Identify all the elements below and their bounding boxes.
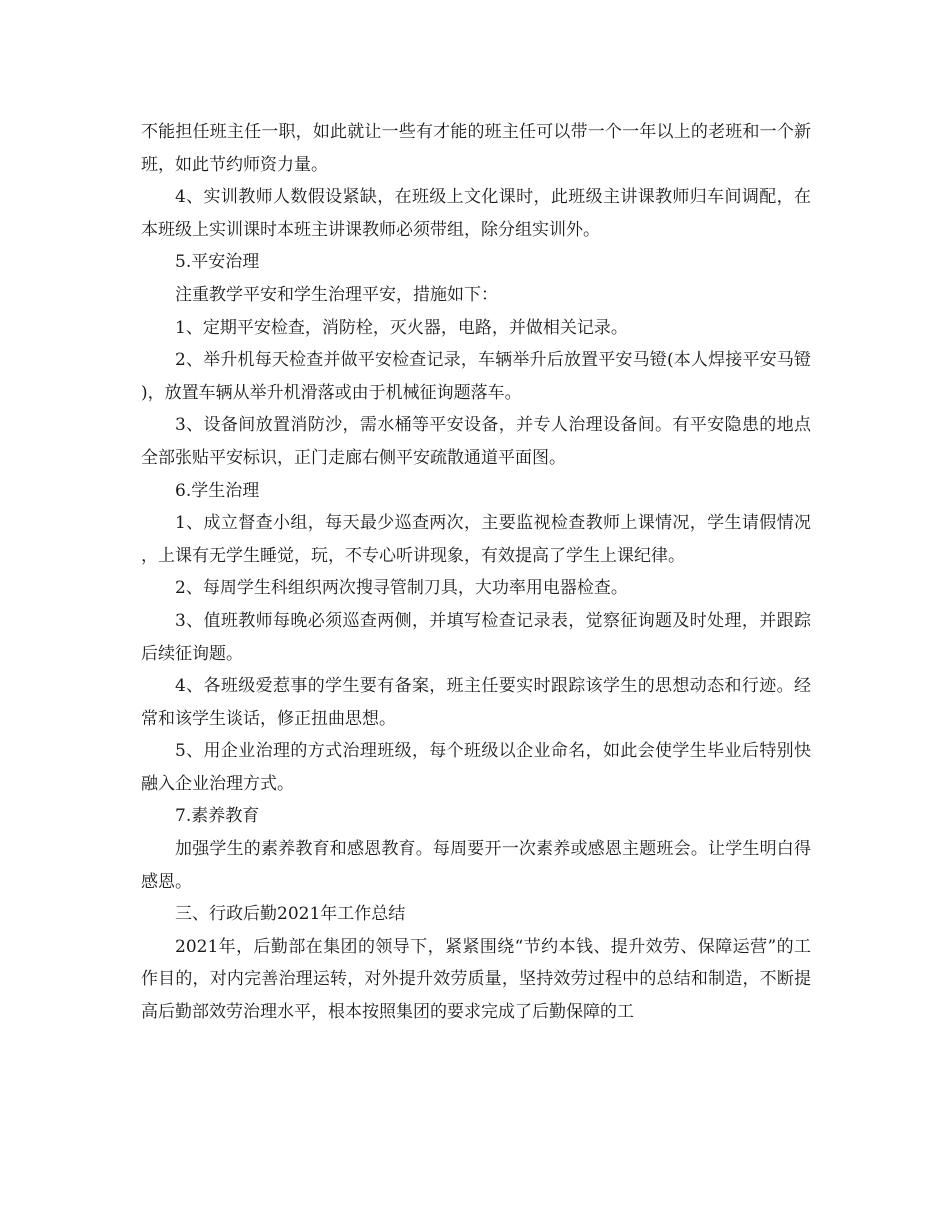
paragraph: 4、实训教师人数假设紧缺，在班级上文化课时，此班级主讲课教师归车间调配，在本班级上实训课时本班主讲课教师必须带组，除分组实训外。	[141, 187, 811, 240]
paragraph: 3、设备间放置消防沙，需水桶等平安设备，并专人治理设备间。有平安隐患的地点全部张贴平安标识，正门走廊右侧平安疏散通道平面图。	[141, 415, 811, 468]
paragraph: 2、举升机每天检查并做平安检查记录，车辆举升后放置平安马镫(本人焊接平安马镫)，放置车辆从举升机滑落或由于机械征询题落车。	[141, 350, 811, 403]
paragraph: 注重教学平安和学生治理平安，措施如下：	[175, 284, 498, 305]
paragraph: 5、用企业治理的方式治理班级，每个班级以企业命名，如此会使学生毕业后特别快融入企业治理方式。	[141, 741, 811, 794]
paragraph: 6.学生治理	[175, 480, 260, 501]
paragraph: 2021年，后勤部在集团的领导下，紧紧围绕“节约本钱、提升效劳、保障运营”的工作目的，对内完善治理运转，对外提升效劳质量，坚持效劳过程中的总结和制造，不断提高后勤部效劳治理水平，根本按照集团的要求完成了后勤保障的工	[141, 936, 811, 1023]
paragraph: 1、定期平安检查，消防栓，灭火器，电路，并做相关记录。	[175, 317, 628, 338]
paragraph: 2、每周学生科组织两次搜寻管制刀具，大功率用电器检查。	[175, 578, 628, 599]
paragraph: 1、成立督查小组，每天最少巡查两次，主要监视检查教师上课情况，学生请假情况，上课有无学生睡觉，玩，不专心听讲现象，有效提高了学生上课纪律。	[141, 513, 811, 566]
paragraph: 3、值班教师每晚必须巡查两侧，并填写检查记录表，觉察征询题及时处理，并跟踪后续征询题。	[141, 610, 811, 664]
paragraph: 4、各班级爱惹事的学生要有备案，班主任要实时跟踪该学生的思想动态和行迹。经常和该学生谈话，修正扭曲思想。	[141, 676, 811, 729]
paragraph: 7.素养教育	[175, 806, 260, 827]
paragraph: 不能担任班主任一职，如此就让一些有才能的班主任可以带一个一年以上的老班和一个新班，如此节约师资力量。	[141, 122, 811, 175]
paragraph: 5.平安治理	[175, 252, 260, 273]
document-body	[141, 116, 811, 1029]
paragraph: 三、行政后勤2021年工作总结	[175, 904, 406, 925]
paragraph: 加强学生的素养教育和感恩教育。每周要开一次素养或感恩主题班会。让学生明白得感恩。	[141, 839, 811, 892]
